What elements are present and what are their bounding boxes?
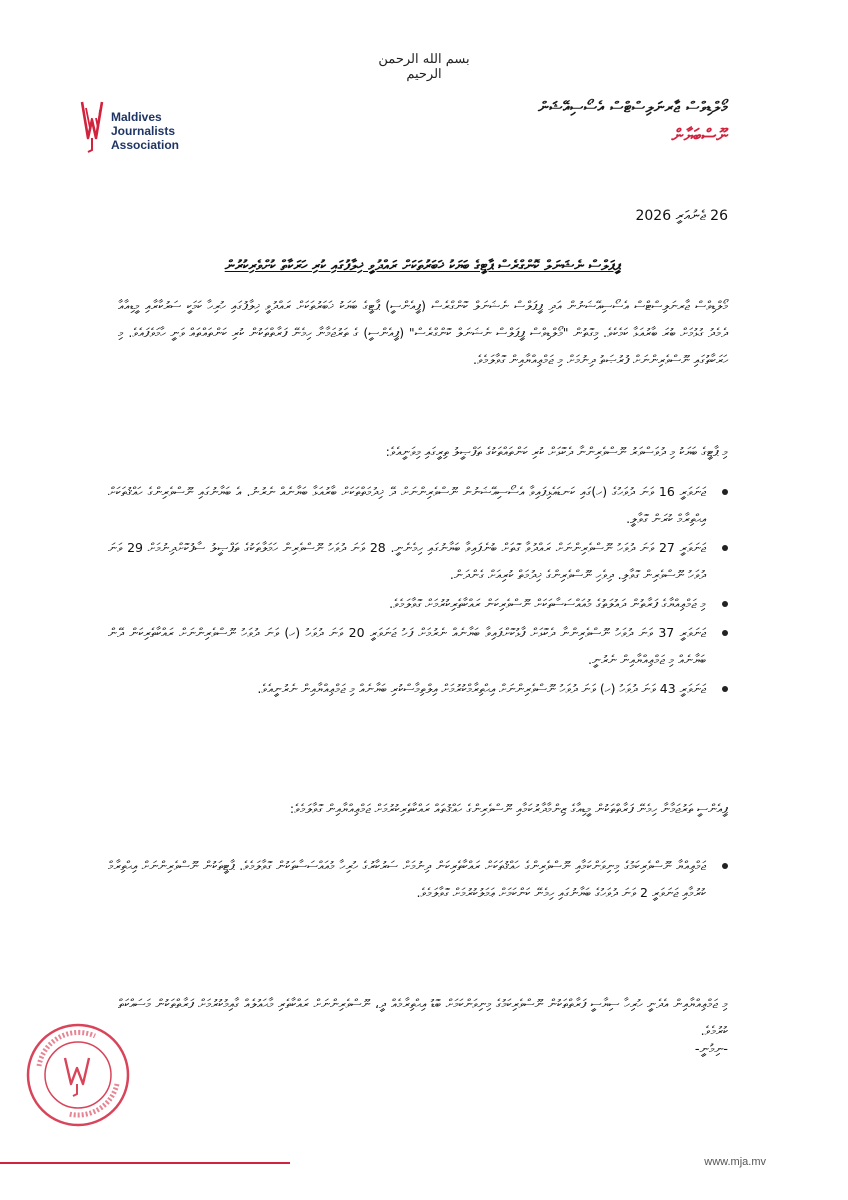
bullet-icon [722,489,728,495]
list-item [108,852,728,906]
list-item [108,590,728,617]
list-item [108,478,728,532]
logo-line: Maldives [111,110,162,124]
logo-wordmark [111,110,179,152]
signature-line: -ނިމުނީ- [694,1042,728,1057]
document-date: 26 ޖެނުއަރީ 2026 [635,208,728,224]
mja-logo [80,98,200,158]
incident-list [108,478,728,704]
list-item-text: ޖަނަވަރީ 27 ވަނަ ދުވަހު ނޫސްވެރިންނަށް ރައްދުވާ ގޮތަށް ބުނެފައިވާ ބަޔާނުގައި ހިމެނެނީ. 28 ވަނަ ދުވަހު ނޫސްވެރިން ހަމަލާތަކުގެ ތަފްޞީލު ސާފުކޮށްދިނުމަށް 29 ވަނަ ދުވަހު ނޫސްވެރިން ގޮވާލި. ދިވެހި ނޫސްވެރިންގެ ޚިދުމަތް ކުރިއަށް ގެންދަން. [108,540,706,582]
organization-name: މޯލްޑިވްސް ޖާރނަލިސްޓްސް އެސޯސިއޭޝަން [537,98,728,116]
bullet-icon [722,630,728,636]
bullet-icon [722,863,728,869]
mja-stamp [25,1022,131,1128]
list-item-text: ޖަނަވަރީ 37 ވަނަ ދުވަހު ނޫސްވެރިންނާ ދެކޮޅަށް ފާޅުކޮށްފައިވާ ބަޔާނެއް ނެރުމަށް ފަހު ޖަނަވަރީ 20 ވަނަ ދުވަހު (ހ) ވަނަ ދުވަހު ނޫސްވެރިންނަށް ރައްކާތެރިކަން ދޭން ބަޔާނެއް މި ޖަމްޢިއްޔާއިން ނެރުނީ. [108,625,707,667]
list-item [108,619,728,673]
basmala: بسم الله الرحمن الرحيم [378,52,470,82]
list-item-text: މި ޖަމްޢިއްޔާގެ ފަރާތުން ދައުލަތުގެ މުއައްސަސާތަކަށް ނޫސްވެރިކަން ރައްކާތެރިކުރުމަށް ގޮވާލަމެވެ. [389,596,706,611]
bullet-icon [722,686,728,692]
mja-logo-icon [80,98,108,154]
bullet-icon [722,601,728,607]
logo-line: Journalists [111,124,176,138]
paragraph-intro: މޯލްޑިވްސް ޖާރނަލިސްޓްސް އެސޯސިއޭޝަނުން އަދި ޕީޕަލްސް ނެޝަނަލް ކޮންގްރެސް (ޕީއެންސީ) ޕާޓީގެ ބަޔަކު ޚަބަރުތަކަށް ރައްދުވީ ޚިލާފުގައި ހުރިހާ ކަމަކީ ސަރުކާރާއި މީޑިއާއާ ދެމެދު ގުޅުމަށް ބުރަ ބާރުއަޅާ ކަމެކެވެ. މިގޮތުން "މޯލްޑިވްސް ޕީޕަލްސް ނެޝަނަލް ކޮންގްރެސް" (ޕީއެންސީ) ގެ ތަރުޖަމާނާ ހިމެނޭ ފަރާތްތަކުން ކުރި ކަންތައްތައް ވަނީ ހާމަވެފައެވެ. މި ހަރަކާތުގައި ނޫސްވެރިންނަށް ފުރުޞަތު ދިނުމަށް މި ޖަމްޢިއްޔާއިން ގޮވާލަމެވެ. [118,298,728,367]
paragraph-closing: މި ޖަމްޢިއްޔާއިން އެދެނީ ހުރިހާ ސިޔާސީ ފަރާތްތަކުން ނޫސްވެރިކަމުގެ މިނިވަންކަމަށް ބޮޑު އިޙްތިރާމެއް ދީ، ނޫސްވެރިންނަށް ރައްކާތެރި މާޙައުލެއް ގާއިމުކުރުމަށް ފަރާތްތަކުން މަސައްކަތް ކުރުމެވެ. [118,996,728,1038]
document-type: ނޫސްބަޔާން [671,126,728,146]
paragraph-recommendation-intro: ޕީއެންސީ ތަރުޖަމާނާ ހިމެނޭ ފަރާތްތަކުން މީޑިއާގެ ޒިންމާދާރުކަމާއި ނޫސްވެރިންގެ ހައްޤުތައް ރައްކާތެރިކުރުމަށް ޖަމްޢިއްޔާއިން ގޮވާލަމެވެ: [289,801,728,816]
footer-divider [0,1162,290,1164]
bullet-icon [722,545,728,551]
mja-stamp-icon [25,1022,131,1128]
list-item-text: ޖަމްޢިއްޔާ ނޫސްވެރިކަމުގެ މިނިވަންކަމާއި ނޫސްވެރިންގެ ހައްޤުތަކަށް ރައްކާތެރިކަން ދިނުމަށް ސަރުކާރުގެ ހުރިހާ މުއައްސަސާތަކުން ގޮވާލަމެވެ. ޕާޓީތަކުން ނޫސްވެރިންނަށް އިޙްތިރާމް ކުރުމާއި ޖަނަވަރީ 2 ވަނަ ދުވަހުގެ ބަޔާނުގައި ހިމެނޭ ކަންކަމަށް ޢަމަލުކުރުމަށް ގޮވާލަމެވެ. [108,858,706,900]
list-item-text: ޖަނަވަރީ 16 ވަނަ ދުވަހުގެ (ހ)ގައި ކަނޑައެޅިފައިވާ އެސޯސިއޭޝަނުން ނޫސްވެރިންނަށް ދޭ ޚިދުމަތްތަކަށް ބާރުއަޅާ ބަޔާނެއް ނެރުނު. އެ ބަޔާނުގައި ނޫސްވެރިންގެ ހައްޤުތަކަށް އިޙްތިރާމް ކުރަން ގޮވާލީ. [108,484,706,526]
headline: ޕީޕަލްސް ނެޝަނަލް ކޮންގްރެސް ޕާޓީގެ ބަޔަކު ޚަބަރުތަކަށް ރައްދުވީ ޚިލާފުގައި ކުރި ހަރަކާތް ކުށްވެރިކުރުން [224,258,622,274]
logo-line: Association [111,138,180,152]
list-item-text: ޖަނަވަރީ 43 ވަނަ ދުވަހު (ހ) ވަނަ ދުވަހު ނޫސްވެރިންނަށް އިޙްތިރާމްކުރުމަށް އިލްތިމާސްކުރި ބަޔާނެއް މި ޖަމްޢިއްޔާއިން ނެރުނީއެވެ. [257,681,706,696]
list-item [108,675,728,702]
footer-website[interactable]: www.mja.mv [704,1156,766,1168]
paragraph-list-intro: މި ޕާޓީގެ ބަޔަކު މި ދުވަސްވަރު ނޫސްވެރިންނާ ދެކޮޅަށް ކުރި ކަންތައްތަކުގެ ތަފްޞީލު ތިރީގައި މިވަނީއެވެ: [385,444,728,459]
list-item [108,534,728,588]
recommendation-list [108,852,728,908]
organization-header [538,98,728,146]
